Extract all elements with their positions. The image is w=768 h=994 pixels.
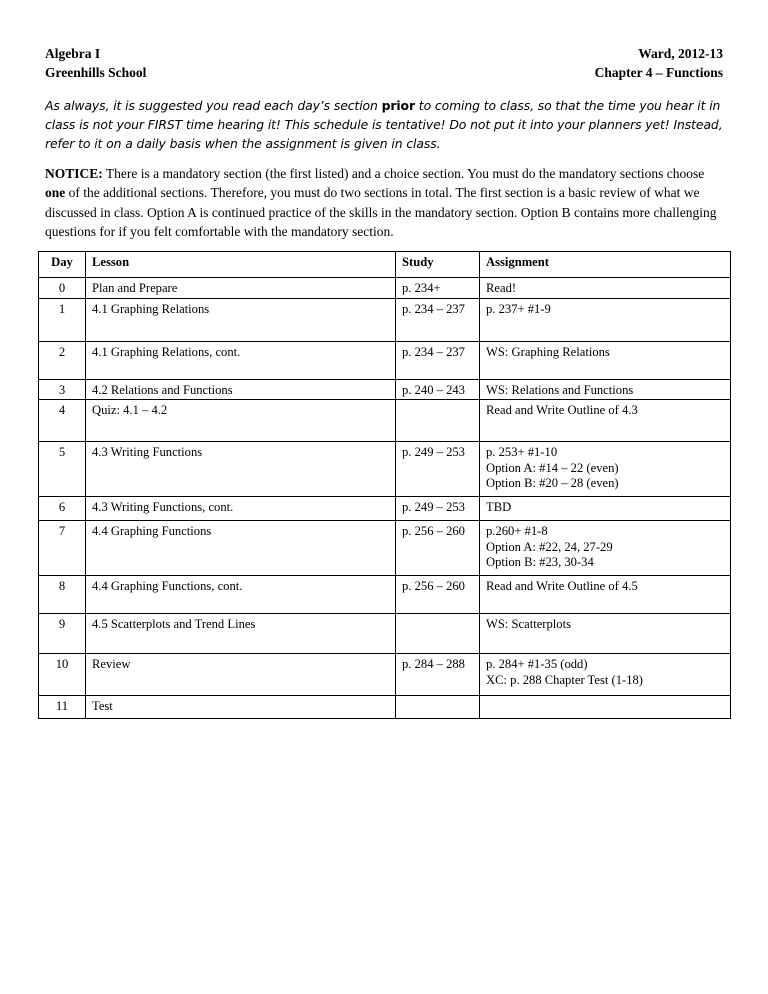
teacher-year: Ward, 2012-13 xyxy=(638,46,723,61)
cell-day: 4 xyxy=(39,400,86,442)
cell-lesson: Review xyxy=(86,654,396,696)
notice-bold-one: one xyxy=(45,185,66,201)
cell-day: 1 xyxy=(39,299,86,342)
assignment-line: WS: Relations and Functions xyxy=(486,383,634,397)
cell-assignment xyxy=(480,400,731,442)
cell-day: 11 xyxy=(39,696,86,719)
cell-day: 9 xyxy=(39,614,86,654)
cell-lesson: 4.4 Graphing Functions xyxy=(86,521,396,576)
assignment-line: TBD xyxy=(486,500,512,514)
schedule-body xyxy=(39,278,731,719)
assignment-line: WS: Scatterplots xyxy=(486,617,571,631)
cell-study xyxy=(396,696,480,719)
cell-lesson: 4.2 Relations and Functions xyxy=(86,380,396,400)
table-header-row xyxy=(39,252,731,278)
intro-paragraph xyxy=(45,96,725,153)
table-row xyxy=(39,521,731,576)
cell-study: p. 249 – 253 xyxy=(396,497,480,521)
assignment-line: p. 237+ #1-9 xyxy=(486,302,551,316)
assignment-line: p. 284+ #1-35 (odd) xyxy=(486,657,588,671)
cell-assignment xyxy=(480,380,731,400)
assignment-line: Read! xyxy=(486,281,517,295)
assignment-line: Option A: #14 – 22 (even) xyxy=(486,460,619,475)
cell-study xyxy=(396,400,480,442)
cell-lesson: 4.4 Graphing Functions, cont. xyxy=(86,576,396,614)
notice-paragraph xyxy=(45,164,725,241)
cell-day: 8 xyxy=(39,576,86,614)
cell-assignment xyxy=(480,299,731,342)
cell-day: 0 xyxy=(39,278,86,299)
cell-assignment xyxy=(480,614,731,654)
cell-lesson: 4.3 Writing Functions xyxy=(86,442,396,497)
table-row xyxy=(39,380,731,400)
assignment-line: Read and Write Outline of 4.3 xyxy=(486,403,638,417)
table-row xyxy=(39,654,731,696)
intro-text-2: to coming to class, so that the time you hear it in class is not your FIRST time hearing it! This schedule is tentative! Do not put it into your planners yet! Instead, refer to it on a daily basis when the assignment is given in class. xyxy=(45,98,723,151)
table-row xyxy=(39,299,731,342)
cell-day: 6 xyxy=(39,497,86,521)
assignment-line: XC: p. 288 Chapter Test (1-18) xyxy=(486,672,643,687)
table-row xyxy=(39,278,731,299)
table-row xyxy=(39,497,731,521)
cell-lesson: Test xyxy=(86,696,396,719)
table-row xyxy=(39,614,731,654)
cell-study: p. 240 – 243 xyxy=(396,380,480,400)
cell-assignment xyxy=(480,576,731,614)
cell-day: 3 xyxy=(39,380,86,400)
cell-day: 7 xyxy=(39,521,86,576)
table-row xyxy=(39,576,731,614)
intro-text-1: As always, it is suggested you read each day’s section xyxy=(45,98,382,113)
header-lesson: Lesson xyxy=(86,252,396,278)
cell-lesson: Quiz: 4.1 – 4.2 xyxy=(86,400,396,442)
notice-label: NOTICE: xyxy=(45,166,103,181)
cell-lesson: Plan and Prepare xyxy=(86,278,396,299)
notice-text-1: There is a mandatory section (the first listed) and a choice section. You must do the mandatory sections choose xyxy=(102,166,705,181)
assignment-line: p.260+ #1-8 xyxy=(486,524,548,538)
cell-day: 5 xyxy=(39,442,86,497)
cell-day: 2 xyxy=(39,342,86,380)
cell-assignment xyxy=(480,654,731,696)
cell-study: p. 234 – 237 xyxy=(396,342,480,380)
table-row xyxy=(39,400,731,442)
cell-assignment xyxy=(480,521,731,576)
cell-study: p. 249 – 253 xyxy=(396,442,480,497)
chapter-title: Chapter 4 – Functions xyxy=(594,65,723,80)
table-row xyxy=(39,442,731,497)
assignment-line: p. 253+ #1-10 xyxy=(486,445,558,459)
cell-study: p. 234+ xyxy=(396,278,480,299)
header-assignment: Assignment xyxy=(480,252,731,278)
cell-assignment xyxy=(480,696,731,719)
cell-study: p. 234 – 237 xyxy=(396,299,480,342)
course-title: Algebra I xyxy=(45,46,101,61)
cell-lesson: 4.5 Scatterplots and Trend Lines xyxy=(86,614,396,654)
table-row xyxy=(39,696,731,719)
cell-study: p. 256 – 260 xyxy=(396,576,480,614)
school-name: Greenhills School xyxy=(45,65,147,80)
cell-study: p. 256 – 260 xyxy=(396,521,480,576)
cell-assignment xyxy=(480,278,731,299)
header-day: Day xyxy=(39,252,86,278)
assignment-line: WS: Graphing Relations xyxy=(486,345,610,359)
cell-lesson: 4.1 Graphing Relations xyxy=(86,299,396,342)
cell-study: p. 284 – 288 xyxy=(396,654,480,696)
assignment-line: Option B: #20 – 28 (even) xyxy=(486,476,619,491)
assignment-line: Read and Write Outline of 4.5 xyxy=(486,579,638,593)
table-row xyxy=(39,342,731,380)
schedule-table xyxy=(38,251,731,719)
assignment-line: Option B: #23, 30-34 xyxy=(486,555,594,570)
cell-day: 10 xyxy=(39,654,86,696)
assignment-line: Option A: #22, 24, 27-29 xyxy=(486,539,613,554)
cell-lesson: 4.1 Graphing Relations, cont. xyxy=(86,342,396,380)
cell-lesson: 4.3 Writing Functions, cont. xyxy=(86,497,396,521)
cell-assignment xyxy=(480,497,731,521)
intro-bold-prior: prior xyxy=(381,98,415,113)
notice-text-2: of the additional sections. Therefore, you must do two sections in total. The first section is a basic review of what we discussed in class. Option A is continued practice of the skills in the mandatory section. Option B contains more challenging questions for if you felt comfortable with the mandatory section. xyxy=(45,185,717,239)
cell-assignment xyxy=(480,342,731,380)
cell-assignment xyxy=(480,442,731,497)
header-study: Study xyxy=(396,252,480,278)
cell-study xyxy=(396,614,480,654)
header-left xyxy=(45,44,146,82)
header-right xyxy=(595,44,723,82)
